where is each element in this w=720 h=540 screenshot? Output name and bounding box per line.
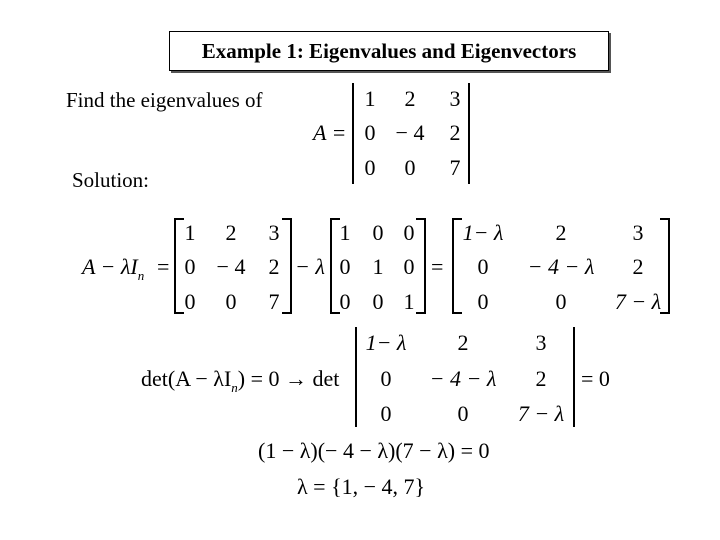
matrix-cell: 2 bbox=[268, 254, 280, 279]
matrix-cell: 1 bbox=[403, 289, 415, 314]
matrix-a-cell: 3 bbox=[449, 86, 461, 111]
matrix-cell: 0 bbox=[372, 220, 384, 245]
matrix-cell: 1 bbox=[184, 220, 196, 245]
matrix-a-cell: 2 bbox=[449, 120, 461, 145]
matrix-cell: 1− λ bbox=[365, 330, 407, 355]
matrix-cell: 0 bbox=[403, 220, 415, 245]
prompt-text: Find the eigenvalues of bbox=[66, 88, 263, 112]
step2-rhs: = 0 bbox=[581, 366, 610, 391]
bracket-left bbox=[330, 218, 340, 314]
matrix-a-cell: 2 bbox=[404, 86, 416, 111]
bracket-left bbox=[174, 218, 184, 314]
matrix-cell: 0 bbox=[339, 254, 351, 279]
step2-lhs-subscript: n bbox=[231, 380, 238, 395]
matrix-cell: 0 bbox=[184, 254, 196, 279]
matrix-cell: 3 bbox=[632, 220, 644, 245]
matrix-cell: 7 bbox=[268, 289, 280, 314]
matrix-a-right-bar bbox=[468, 83, 470, 184]
matrix-cell: 0 bbox=[457, 401, 469, 426]
matrix-a-cell: 0 bbox=[364, 120, 376, 145]
matrix-cell: 0 bbox=[403, 254, 415, 279]
matrix-cell: 3 bbox=[268, 220, 280, 245]
matrix-cell: 1− λ bbox=[462, 220, 504, 245]
step1-minus-lambda: − λ bbox=[295, 254, 325, 279]
step1-lhs bbox=[82, 254, 145, 283]
step1-equals: = bbox=[157, 254, 170, 279]
bracket-left bbox=[452, 218, 462, 314]
step1-equals-2: = bbox=[431, 254, 444, 279]
matrix-cell: − 4 − λ bbox=[527, 254, 595, 279]
slide-title: Example 1: Eigenvalues and Eigenvectors bbox=[169, 31, 609, 71]
matrix-cell: 0 bbox=[477, 254, 489, 279]
matrix-a-cell: 0 bbox=[364, 155, 376, 180]
solution-label: Solution: bbox=[72, 168, 150, 192]
matrix-cell: 7 − λ bbox=[614, 289, 662, 314]
matrix-cell: 2 bbox=[225, 220, 237, 245]
matrix-a-cell: − 4 bbox=[395, 120, 425, 145]
matrix-a-cell: 7 bbox=[449, 155, 461, 180]
matrix-cell: − 4 bbox=[216, 254, 246, 279]
matrix-cell: 0 bbox=[380, 401, 392, 426]
step4-eigenvalues: λ = {1, − 4, 7} bbox=[297, 474, 426, 499]
step2-lhs-a: det(A − λI bbox=[141, 366, 232, 391]
matrix-a-cell: 1 bbox=[364, 86, 376, 111]
matrix-cell: 1 bbox=[339, 220, 351, 245]
bracket-right bbox=[416, 218, 426, 314]
matrix-cell: 0 bbox=[225, 289, 237, 314]
step3-equation: (1 − λ)(− 4 − λ)(7 − λ) = 0 bbox=[258, 438, 490, 463]
matrix-cell: 0 bbox=[380, 366, 392, 391]
step2-lhs-b: ) = 0 → det bbox=[237, 366, 340, 391]
matrix-cell: 2 bbox=[632, 254, 644, 279]
bracket-right bbox=[660, 218, 670, 314]
step1-lhs-main: A − λI bbox=[82, 254, 138, 279]
det-left-bar bbox=[355, 327, 357, 427]
matrix-cell: 2 bbox=[535, 366, 547, 391]
matrix-cell: 2 bbox=[457, 330, 469, 355]
matrix-a-label: A = bbox=[313, 120, 347, 145]
matrix-cell: − 4 − λ bbox=[429, 366, 497, 391]
matrix-cell: 0 bbox=[555, 289, 567, 314]
matrix-a-left-bar bbox=[352, 83, 354, 184]
matrix-cell: 7 − λ bbox=[517, 401, 565, 426]
matrix-cell: 0 bbox=[184, 289, 196, 314]
step2-lhs bbox=[141, 366, 340, 395]
matrix-cell: 0 bbox=[477, 289, 489, 314]
matrix-a-cell: 0 bbox=[404, 155, 416, 180]
step1-lhs-subscript: n bbox=[137, 268, 145, 283]
matrix-cell: 0 bbox=[372, 289, 384, 314]
matrix-cell: 3 bbox=[535, 330, 547, 355]
bracket-right bbox=[282, 218, 292, 314]
matrix-cell: 2 bbox=[555, 220, 567, 245]
matrix-cell: 1 bbox=[372, 254, 384, 279]
det-right-bar bbox=[573, 327, 575, 427]
matrix-cell: 0 bbox=[339, 289, 351, 314]
